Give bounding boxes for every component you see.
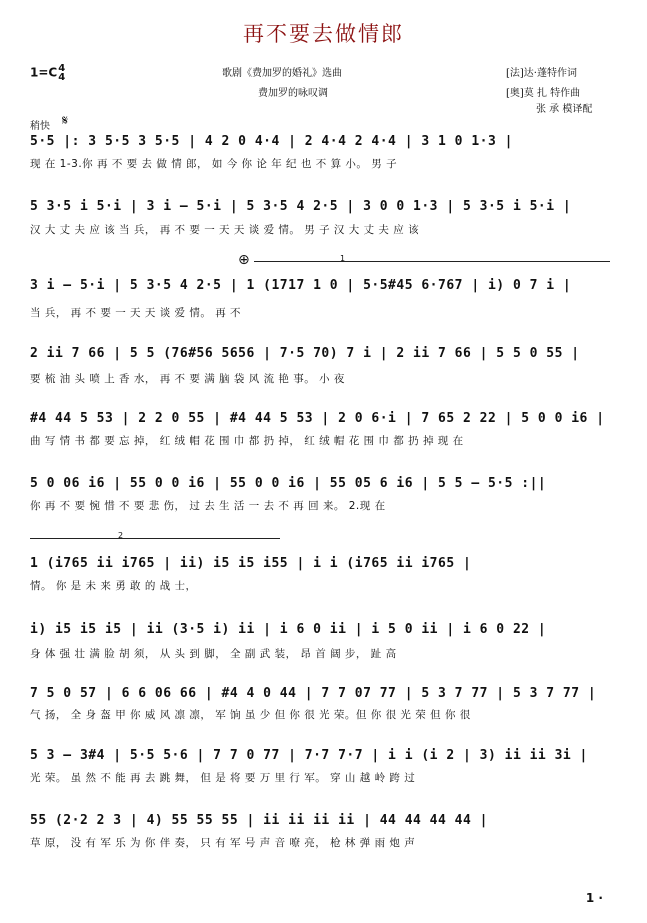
notation-line-7: 1 (i765 ii i765 | ii) i5 i5 i55 | i i (i765 ii i765 | bbox=[30, 556, 472, 571]
song-title: 再不要去做情郎 bbox=[243, 22, 404, 46]
notation-line-6: 5 0 06 i6 | 55 0 0 i6 | 55 0 0 i6 | 55 05 6 i6 | 5 5 – 5·5 :|| bbox=[30, 476, 547, 491]
volta-1-bracket bbox=[254, 261, 610, 262]
coda-icon: ⊕ bbox=[238, 252, 250, 268]
lyrics-line-2: 汉 大 丈 夫 应 该 当 兵， 再 不 要 一 天 天 谈 爱 情。 男 子 汉 大 丈 夫 应 该 bbox=[30, 224, 420, 236]
notation-line-4: 2 ii 7 66 | 5 5 (76#56 5656 | 7·5 70) 7 i | 2 ii 7 66 | 5 5 0 55 | bbox=[30, 346, 580, 361]
key-signature bbox=[30, 64, 65, 82]
notation-line-9: 7 5 0 57 | 6 6 06 66 | #4 4 0 44 | 7 7 07 77 | 5 3 7 77 | 5 3 7 77 | bbox=[30, 686, 597, 701]
key-label: 1=C bbox=[30, 65, 58, 80]
notation-line-1: 5·5 |: 3 5·5 3 5·5 | 4 2 0 4·4 | 2 4·4 2 4·4 | 3 1 0 1·3 | bbox=[30, 134, 513, 149]
lyrics-line-10: 光 荣。 虽 然 不 能 再 去 跳 舞， 但 是 将 要 万 里 行 军。 穿 山 越 岭 跨 过 bbox=[30, 772, 416, 784]
lyrics-line-4: 要 梳 油 头 喷 上 香 水， 再 不 要 满 脑 袋 风 流 艳 事。 小 夜 bbox=[30, 373, 345, 385]
time-bottom: 4 bbox=[58, 72, 66, 83]
lyrics-line-8: 身 体 强 壮 满 脸 胡 须， 从 头 到 脚， 全 副 武 装， 昂 首 阔 步， 趾 高 bbox=[30, 648, 397, 660]
volta-2-bracket bbox=[30, 538, 280, 539]
notation-line-3: 3 i – 5·i | 5 3·5 4 2·5 | 1 (1717 1 0 | 5·5#45 6·767 | i) 0 7 i | bbox=[30, 278, 572, 293]
lyrics-line-1: 现 在 1-3.你 再 不 要 去 做 情 郎， 如 今 你 论 年 纪 也 不 算 小。 男 子 bbox=[30, 158, 398, 170]
source-opera: 歌剧《费加罗的婚礼》选曲 bbox=[222, 68, 342, 79]
lyrics-line-5: 曲 写 情 书 都 要 忘 掉， 红 绒 帽 花 围 巾 都 扔 掉， 红 绒 帽 花 围 巾 都 扔 掉 现 在 bbox=[30, 435, 464, 447]
lyrics-line-3: 当 兵， 再 不 要 一 天 天 谈 爱 情。 再 不 bbox=[30, 307, 242, 319]
notation-line-2: 5 3·5 i 5·i | 3 i – 5·i | 5 3·5 4 2·5 | 3 0 0 1·3 | 5 3·5 i 5·i | bbox=[30, 199, 572, 214]
notation-line-11: 55 (2·2 2 3 | 4) 55 55 55 | ii ii ii ii | 44 44 44 44 | bbox=[30, 813, 488, 828]
notation-line-8: i) i5 i5 i5 | ii (3·5 i) ii | i 6 0 ii | i 5 0 ii | i 6 0 22 | bbox=[30, 622, 547, 637]
page-number: 1 · bbox=[585, 891, 603, 905]
time-top: 4 bbox=[58, 63, 66, 74]
segno-icon: 𝄋 bbox=[62, 113, 69, 129]
lyricist-credit: [法]达·蓬特作词 bbox=[506, 68, 577, 79]
lyrics-line-6: 你 再 不 要 惋 惜 不 要 悲 伤， 过 去 生 活 一 去 不 再 回 来。 2.现 在 bbox=[30, 500, 386, 512]
volta-2-label: 2 bbox=[118, 531, 124, 540]
notation-line-10: 5 3 – 3#4 | 5·5 5·6 | 7 7 0 77 | 7·7 7·7 | i i (i 2 | 3) ii ii 3i | bbox=[30, 748, 588, 763]
aria-subtitle: 费加罗的咏叹调 bbox=[258, 88, 328, 99]
tempo-marking: 稍快 bbox=[30, 121, 50, 132]
volta-1-label: 1 bbox=[340, 254, 346, 263]
notation-line-5: #4 44 5 53 | 2 2 0 55 | #4 44 5 53 | 2 0 6·i | 7 65 2 22 | 5 0 0 i6 | bbox=[30, 411, 605, 426]
lyrics-line-7: 情。 你 是 未 来 勇 敢 的 战 士， bbox=[30, 580, 197, 592]
lyrics-line-9: 气 扬， 全 身 盔 甲 你 威 风 凛 凛， 军 饷 虽 少 但 你 很 光 荣。但 你 很 光 荣 但 你 很 bbox=[30, 709, 471, 721]
composer-credit: [奥]莫 扎 特作曲 bbox=[506, 88, 581, 99]
lyrics-line-11: 草 原， 没 有 军 乐 为 你 伴 奏， 只 有 军 号 声 音 嘹 亮， 枪 林 弹 雨 炮 声 bbox=[30, 837, 416, 849]
time-signature bbox=[58, 64, 65, 82]
translator-credit: 张 承 模译配 bbox=[536, 104, 593, 115]
